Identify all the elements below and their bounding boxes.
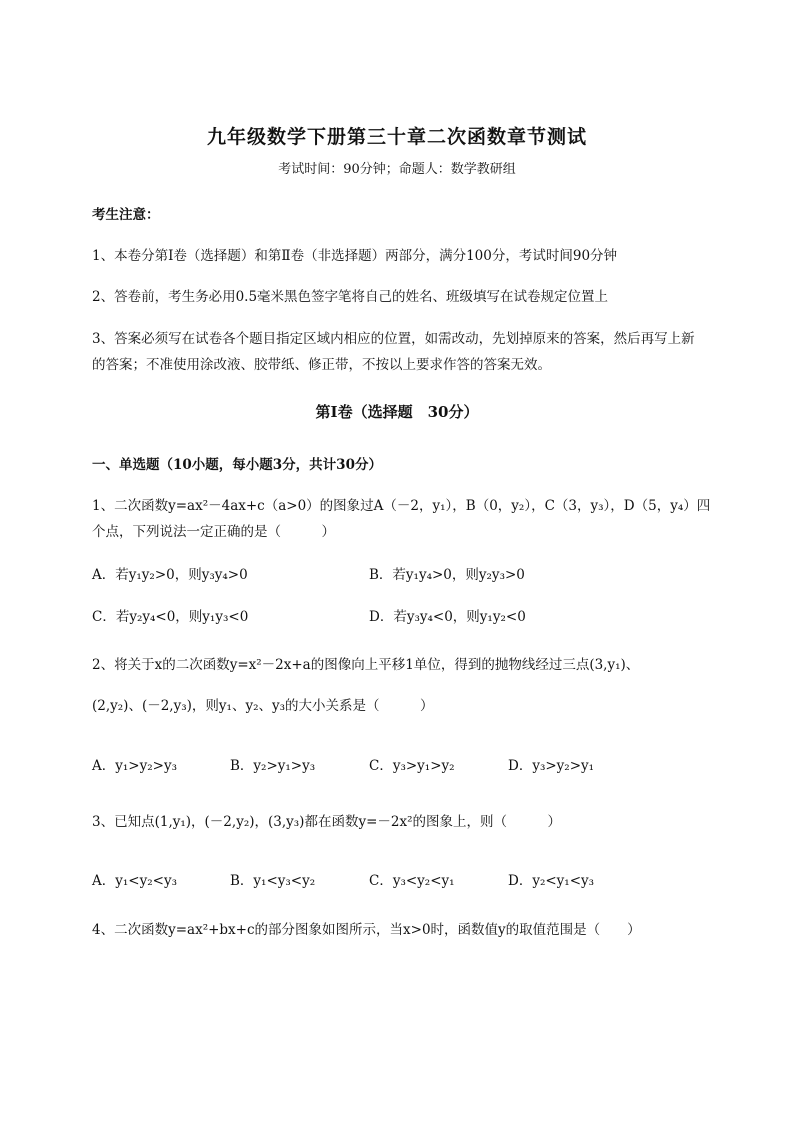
exam-subtitle: 考试时间：90分钟；命题人：数学教研组 <box>278 162 516 177</box>
question-1-option-a[interactable]: A．若y₁y₂>0，则y₃y₄>0 <box>92 567 248 583</box>
note-item-1: 1、本卷分第I卷（选择题）和第Ⅱ卷（非选择题）两部分，满分100分，考试时间90分钟 <box>92 248 618 264</box>
question-3-line1: 3、已知点(1,y₁)，(－2,y₂)，(3,y₃)都在函数y=－2x²的图象上，则（ ） <box>92 814 561 830</box>
question-2-option-d[interactable]: D．y₃>y₂>y₁ <box>508 758 595 774</box>
question-4-line1: 4、二次函数y=ax²+bx+c的部分图象如图所示，当x>0时，函数值y的取值范围是（ ） <box>92 922 641 938</box>
question-2-line1: 2、将关于x的二次函数y=x²－2x+a的图像向上平移1单位，得到的抛物线经过三点(3,y₁)、 <box>92 657 640 673</box>
question-3-option-d[interactable]: D．y₂<y₁<y₃ <box>508 873 595 889</box>
question-3-option-a[interactable]: A．y₁<y₂<y₃ <box>92 873 177 889</box>
question-2-option-c[interactable]: C．y₃>y₁>y₂ <box>369 758 455 774</box>
question-2-line2: (2,y₂)、(－2,y₃)，则y₁、y₂、y₃的大小关系是（ ） <box>92 698 434 714</box>
note-item-3-cont: 的答案；不准使用涂改液、胶带纸、修正带，不按以上要求作答的答案无效。 <box>92 357 551 373</box>
question-1-line2: 个点，下列说法一定正确的是（ ） <box>92 524 335 540</box>
question-2-option-a[interactable]: A．y₁>y₂>y₃ <box>92 758 177 774</box>
note-item-2: 2、答卷前，考生务必用0.5毫米黑色签字笔将自己的姓名、班级填写在试卷规定位置上 <box>92 289 609 305</box>
page-title: 九年级数学下册第三十章二次函数章节测试 <box>206 126 587 148</box>
question-3-option-c[interactable]: C．y₃<y₂<y₁ <box>369 873 455 889</box>
note-item-3: 3、答案必须写在试卷各个题目指定区域内相应的位置，如需改动，先划掉原来的答案，然后再写上新 <box>92 331 695 347</box>
part-heading: 一、单选题（10小题，每小题3分，共计30分） <box>92 457 382 473</box>
notes-heading: 考生注意： <box>92 207 160 223</box>
question-1-line1: 1、二次函数y=ax²－4ax+c（a>0）的图象过A（－2，y₁），B（0，y₂），C（3，y₃），D（5，y₄）四 <box>92 498 711 514</box>
question-1-option-d[interactable]: D．若y₃y₄<0，则y₁y₂<0 <box>369 609 526 625</box>
question-2-option-b[interactable]: B．y₂>y₁>y₃ <box>230 758 316 774</box>
section-title: 第I卷（选择题 30分） <box>315 403 479 421</box>
question-3-option-b[interactable]: B．y₁<y₃<y₂ <box>230 873 316 889</box>
question-1-option-b[interactable]: B．若y₁y₄>0，则y₂y₃>0 <box>369 567 525 583</box>
question-1-option-c[interactable]: C．若y₂y₄<0，则y₁y₃<0 <box>92 609 249 625</box>
